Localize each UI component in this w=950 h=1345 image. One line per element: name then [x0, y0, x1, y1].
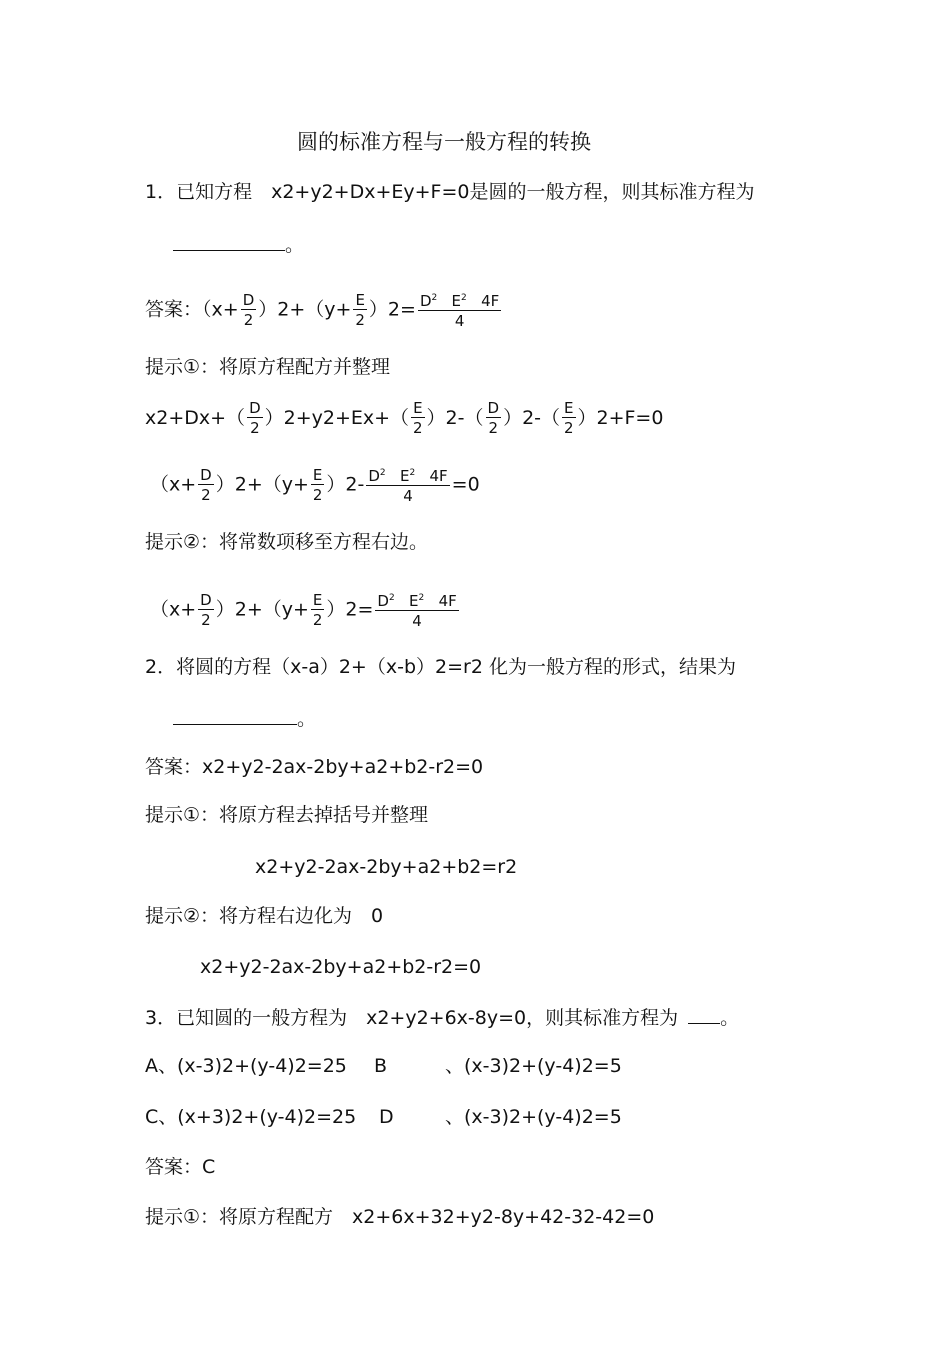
q1-answer: [145, 290, 503, 330]
fraction-e-over-2: [562, 400, 575, 437]
q3-answer: 答案：C: [145, 1156, 216, 1178]
frac-den: 2: [201, 485, 211, 504]
frac-num: E: [312, 590, 323, 609]
frac-den: 2: [488, 419, 499, 437]
frac-den: 4: [403, 487, 413, 505]
fraction-e-over-2: [353, 292, 366, 329]
frac-num: $D^2$ $E^2$ 4F: [368, 467, 448, 485]
fraction-e-over-2: [311, 467, 324, 504]
frac-den: 2: [355, 310, 365, 329]
fraction-e-over-2: [311, 592, 324, 629]
eq-part: ）2-（: [426, 407, 484, 429]
q3-option-b-label: B: [374, 1055, 388, 1077]
frac-den: 4: [412, 612, 422, 630]
q2-hint2: 提示②：将方程右边化为 0: [145, 905, 384, 927]
fraction-d-over-2: [486, 400, 502, 437]
q1-hint1-eq: [145, 400, 663, 437]
eq-part: ）2+（y+: [258, 298, 352, 321]
frac-num: E: [564, 399, 574, 417]
frac-num: D: [242, 290, 255, 309]
eq-part: （x+: [202, 298, 239, 321]
q3-option-d: 、(x-3)2+(y-4)2=5: [445, 1106, 622, 1128]
frac-num: D: [487, 399, 500, 417]
eq-part: x2+Dx+（: [145, 407, 246, 429]
eq-part: ）2-（: [503, 407, 561, 429]
q2-hint1: 提示①：将原方程去掉括号并整理: [145, 804, 429, 826]
blank-period: 。: [297, 708, 317, 730]
q2-eq2: x2+y2-2ax-2by+a2+b2-r2=0: [200, 956, 482, 978]
frac-den: 2: [312, 485, 323, 504]
fraction-radius: [366, 465, 449, 505]
frac-den: 2: [250, 419, 260, 437]
q1-hint2-eq: [150, 590, 461, 630]
q3-hint1: 提示①：将原方程配方 x2+6x+32+y2-8y+42-32-42=0: [145, 1206, 655, 1228]
frac-den: 2: [563, 419, 574, 437]
q1-stem: 1．已知方程 x2+y2+Dx+Ey+F=0是圆的一般方程，则其标准方程为: [145, 181, 755, 203]
eq-part: （x+: [150, 598, 197, 621]
q3-option-c: C、(x+3)2+(y-4)2=25: [145, 1106, 357, 1128]
q1-hint1: 提示①：将原方程配方并整理: [145, 356, 391, 378]
q2-blank: [173, 706, 316, 731]
frac-den: 2: [312, 610, 323, 629]
q1-hint1-eq2: [150, 465, 480, 505]
eq-part: ）2=: [368, 298, 416, 321]
eq-part: ）2+F=0: [577, 407, 664, 429]
q2-eq1: x2+y2-2ax-2by+a2+b2=r2: [255, 856, 518, 878]
eq-part: ）2+（y+: [215, 473, 309, 496]
answer-blank: [173, 706, 297, 725]
frac-num: E: [312, 465, 323, 484]
fraction-d-over-2: [198, 467, 214, 504]
frac-den: 2: [201, 610, 211, 629]
q2-answer: 答案：x2+y2-2ax-2by+a2+b2-r2=0: [145, 756, 484, 778]
page-title: 圆的标准方程与一般方程的转换: [297, 130, 591, 154]
fraction-radius: [418, 290, 501, 330]
fraction-radius: [375, 590, 458, 630]
eq-part: =0: [451, 473, 480, 496]
frac-num: E: [413, 399, 423, 417]
fraction-d-over-2: [247, 400, 263, 437]
eq-part: ）2+y2+Ex+（: [264, 407, 410, 429]
frac-den: 2: [413, 419, 423, 437]
q3-stem: [145, 1005, 739, 1030]
frac-num: $D^2$ $E^2$ 4F: [377, 592, 457, 610]
blank-period: 。: [285, 234, 305, 256]
q2-stem: 2．将圆的方程（x-a）2+（x-b）2=r2 化为一般方程的形式，结果为: [145, 656, 736, 678]
eq-part: ）2-: [326, 473, 365, 496]
answer-blank: [173, 232, 285, 251]
eq-part: ）2=: [326, 598, 374, 621]
frac-num: D: [200, 465, 212, 484]
q3-stem-text: 3．已知圆的一般方程为 x2+y2+6x-8y=0，则其标准方程为: [145, 1007, 679, 1029]
eq-part: （x+: [150, 473, 197, 496]
answer-blank: [688, 1005, 720, 1024]
q3-option-b: 、(x-3)2+(y-4)2=5: [445, 1055, 622, 1077]
eq-part: ）2+（y+: [215, 598, 309, 621]
fraction-d-over-2: [198, 592, 214, 629]
q1-blank: [173, 232, 304, 257]
frac-den: 2: [243, 310, 254, 329]
fraction-d-over-2: [241, 292, 257, 329]
blank-period: 。: [720, 1007, 740, 1029]
frac-num: D: [249, 399, 261, 417]
q3-option-d-label: D: [379, 1106, 394, 1128]
q3-option-a: A、(x-3)2+(y-4)2=25: [145, 1055, 347, 1077]
q1-hint2: 提示②：将常数项移至方程右边。: [145, 531, 429, 553]
frac-num: D: [200, 590, 212, 609]
frac-num: $D^2$ $E^2$ 4F: [419, 292, 500, 310]
frac-num: E: [355, 290, 365, 309]
frac-den: 4: [454, 312, 465, 330]
fraction-e-over-2: [411, 400, 424, 437]
answer-label: 答案：: [145, 298, 203, 321]
